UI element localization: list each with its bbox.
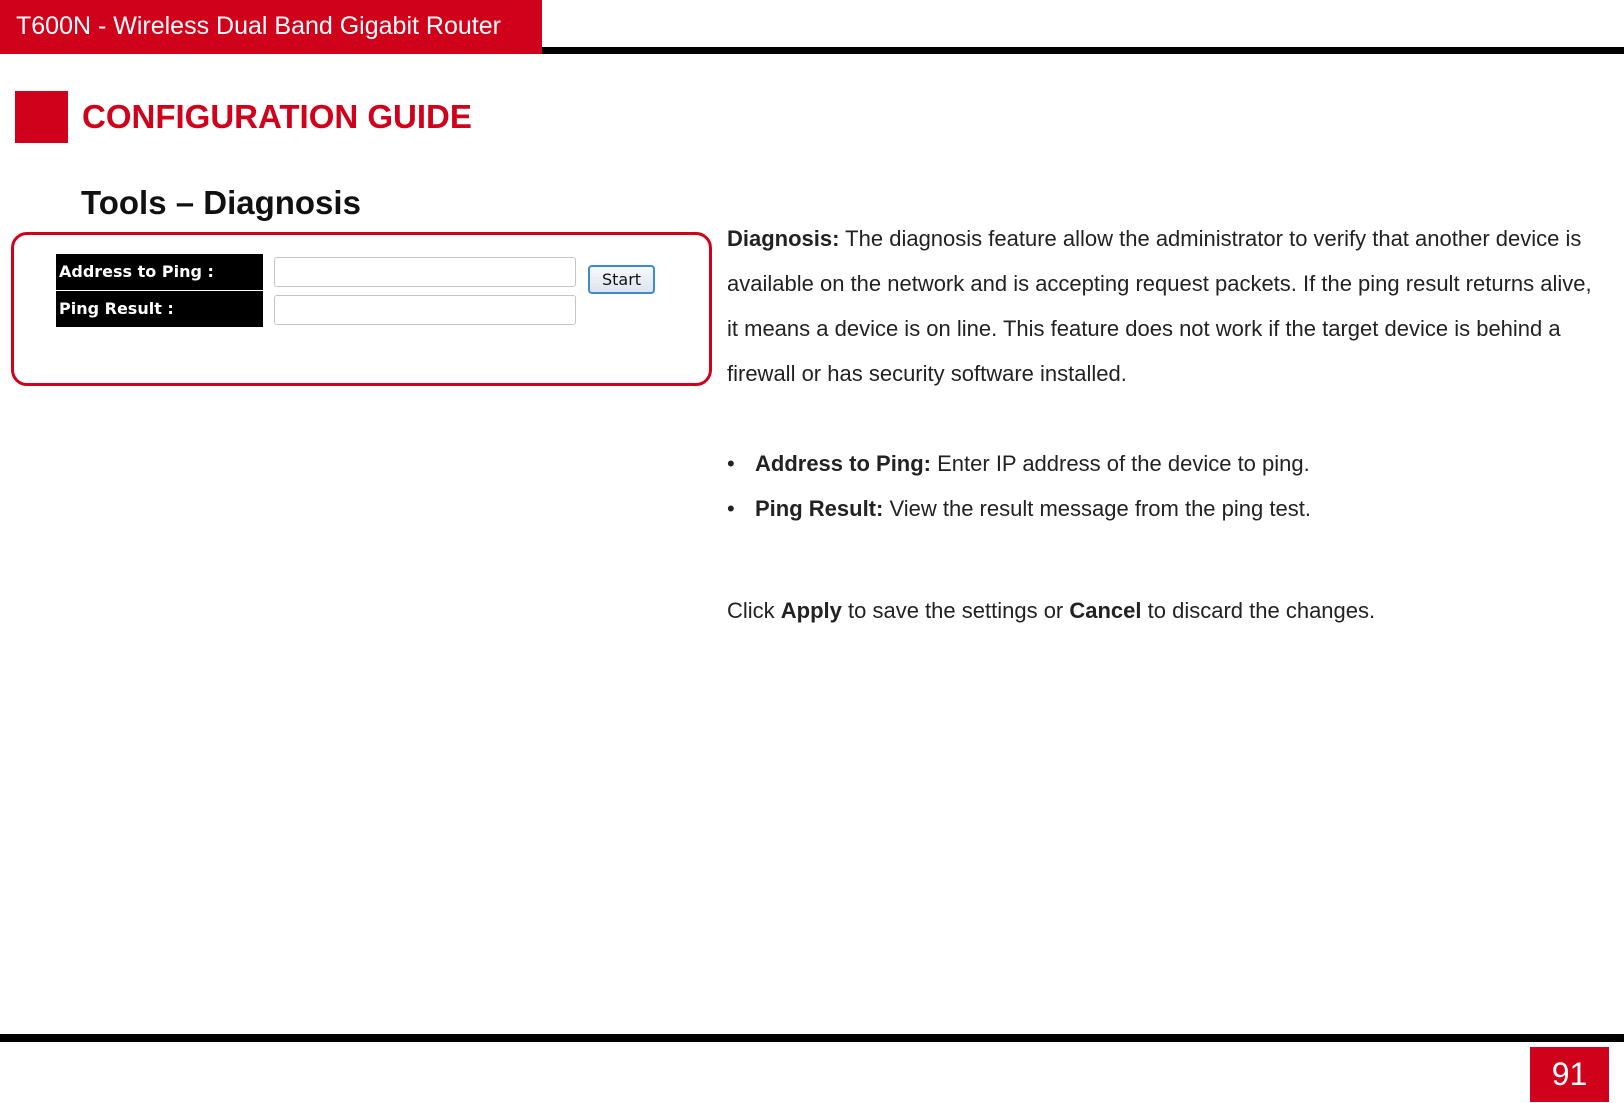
field-descriptions-list	[727, 441, 1597, 531]
list-item	[727, 486, 1597, 531]
list-item	[727, 441, 1597, 486]
ping-result-label: Ping Result :	[56, 291, 263, 327]
apply-keyword: Apply	[780, 598, 842, 623]
diagnosis-term: Diagnosis:	[727, 226, 840, 251]
page-number: 91	[1530, 1047, 1609, 1102]
bullet-text: Enter IP address of the device to ping.	[931, 451, 1310, 476]
start-button[interactable]: Start	[588, 265, 655, 294]
bullet-dot: •	[727, 496, 735, 521]
closing-suffix: to discard the changes.	[1141, 598, 1376, 623]
diagnosis-text: The diagnosis feature allow the administrator to verify that another device is available on the network and is accepting request packets. If the ping result returns alive, it means a device is on line. This feature does not work if the target device is behind a firewall or has security software installed.	[727, 226, 1592, 386]
section-marker	[15, 91, 68, 143]
cancel-keyword: Cancel	[1069, 598, 1142, 623]
header-product-title: T600N - Wireless Dual Band Gigabit Router	[0, 0, 542, 54]
section-title: CONFIGURATION GUIDE	[82, 98, 472, 135]
header-rule	[542, 47, 1624, 54]
closing-middle: to save the settings or	[841, 598, 1070, 623]
bullet-dot: •	[727, 451, 735, 476]
address-to-ping-input[interactable]	[274, 257, 576, 287]
footer-rule	[0, 1034, 1624, 1042]
diagnosis-screenshot-frame	[11, 232, 712, 386]
address-to-ping-label: Address to Ping :	[56, 254, 263, 290]
closing-prefix: Click	[727, 598, 781, 623]
closing-instruction	[727, 588, 1597, 633]
page-heading: Tools – Diagnosis	[81, 184, 361, 221]
bullet-term: Address to Ping:	[755, 451, 932, 476]
diagnosis-description	[727, 216, 1597, 396]
bullet-text: View the result message from the ping test.	[883, 496, 1311, 521]
bullet-term: Ping Result:	[755, 496, 884, 521]
ping-result-field[interactable]	[274, 295, 576, 325]
